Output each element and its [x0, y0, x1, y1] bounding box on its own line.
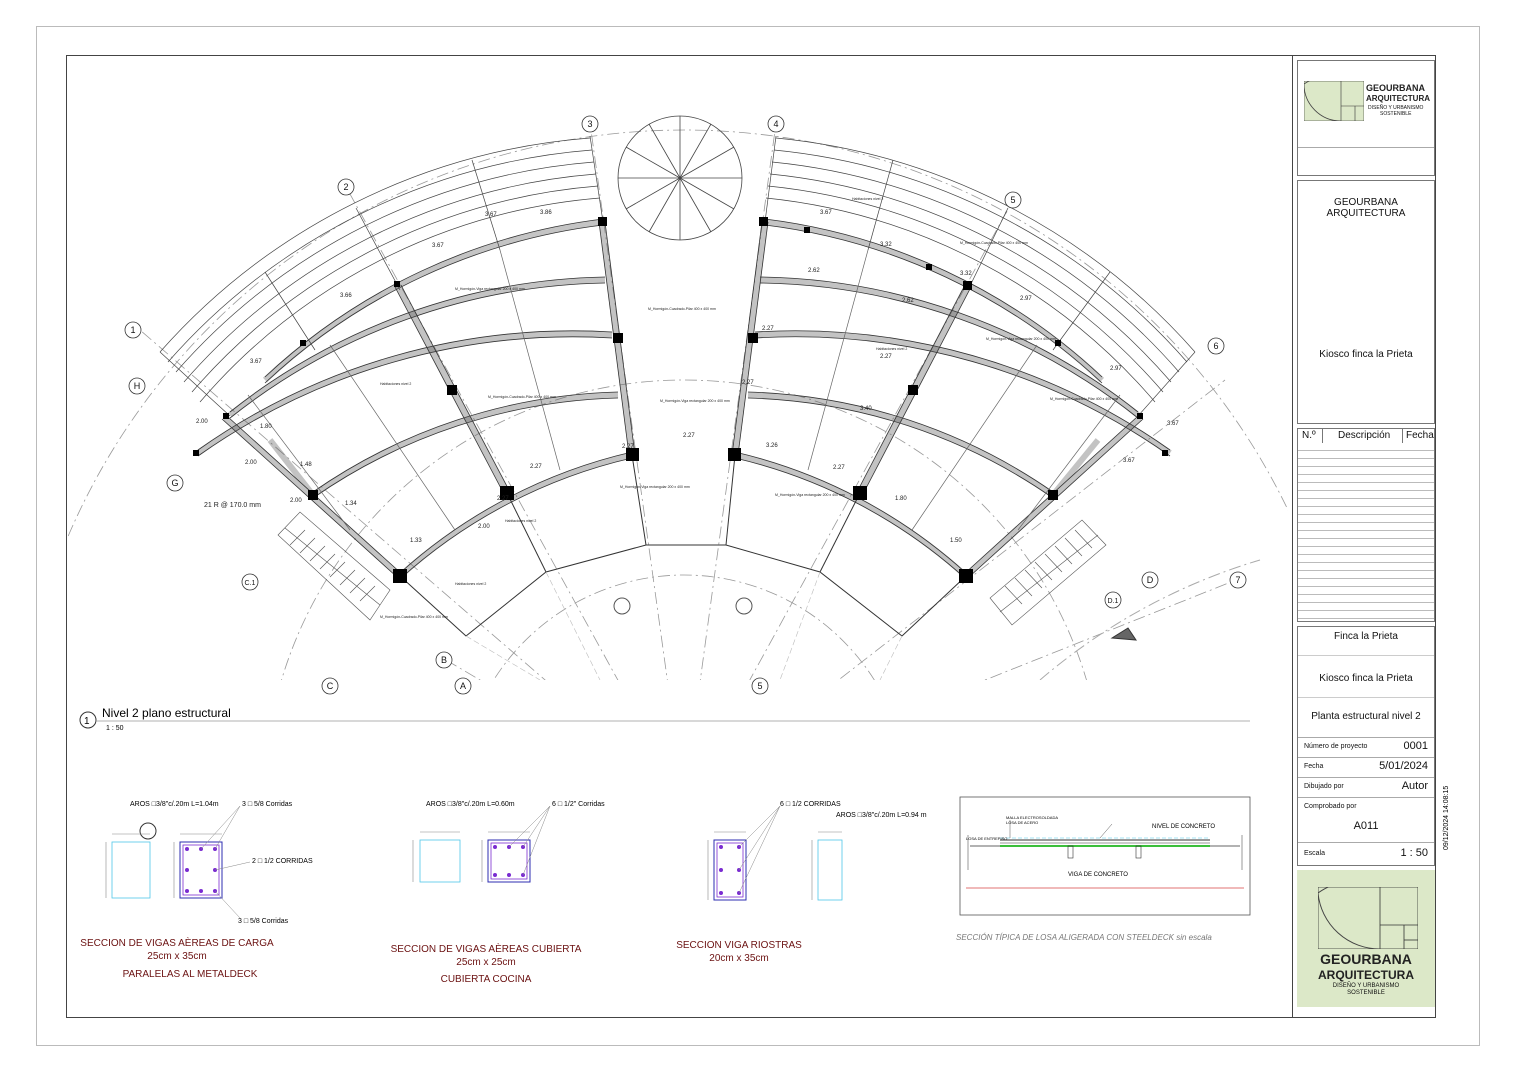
field-scale-value: 1 : 50: [1400, 847, 1428, 859]
field-project-number: [1298, 738, 1434, 758]
svg-text:5: 5: [757, 681, 763, 691]
logo-bottom-line1: GEOURBANA: [1320, 951, 1412, 967]
view-scale: 1 : 50: [106, 725, 124, 732]
dim-label: 3.86: [540, 210, 552, 216]
svg-text:C: C: [326, 681, 334, 691]
element-tag: M_Hormigón-Viga rectangular 200 x 400 mm: [986, 337, 1056, 341]
section-1: [106, 806, 250, 918]
element-tag: Habitaciones nivel 2: [852, 197, 884, 201]
section-3-size: 20cm x 35cm: [709, 953, 769, 964]
rev-rows: [1298, 443, 1434, 621]
field-project-number-label: Número de proyecto: [1304, 743, 1368, 750]
dim-label: 1.34: [345, 501, 357, 507]
section-1-note: PARALELAS AL METALDECK: [122, 969, 258, 980]
sheet-number: A011: [1353, 820, 1379, 832]
client-name: Finca la Prieta: [1334, 631, 1398, 642]
element-tag: M_Hormigón-Cuadrado-Pilar 400 x 400 mm: [380, 615, 448, 619]
section-3: [708, 806, 842, 900]
dim-label: 2.62: [808, 268, 820, 274]
svg-text:G: G: [171, 478, 179, 488]
section-3-stirrup-label: AROS □3/8"c/.20m L=0.94 m: [836, 812, 927, 819]
svg-text:D: D: [1146, 575, 1154, 585]
slab-deck-label: LOSA DE ACERO: [1006, 820, 1039, 825]
section-3-bars-top: 6 □ 1/2 CORRIDAS: [780, 801, 841, 808]
svg-text:A: A: [459, 681, 467, 691]
section-3-title: SECCION VIGA RIOSTRAS: [676, 940, 802, 951]
rev-header-date: Fecha: [1406, 430, 1434, 441]
svg-text:C.1: C.1: [244, 580, 256, 587]
slab-mesh-label: MALLA ELECTROSOLDADA: [1006, 815, 1059, 820]
dim-label: 3.67: [250, 359, 262, 365]
print-timestamp: 09/12/2024 14:08:15: [1443, 785, 1450, 850]
section-1-bars-top: 3 □ 5/8 Corridas: [242, 801, 293, 808]
section-2-bars-top: 6 □ 1/2" Corridas: [552, 801, 605, 808]
svg-text:6: 6: [1213, 341, 1219, 351]
element-tag: Habitaciones nivel 2: [505, 519, 537, 523]
rev-header-desc: Descripción: [1338, 430, 1391, 441]
project-title: Kiosco finca la Prieta: [1319, 673, 1413, 684]
view-title: Nivel 2 plano estructural: [102, 706, 231, 720]
slab-left-label: LOSA DE ENTREPISO: [966, 836, 1008, 841]
section-1-title: SECCION DE VIGAS AÈREAS DE CARGA: [80, 938, 274, 949]
section-2-title: SECCION DE VIGAS AÈREAS CUBIERTA: [390, 944, 582, 955]
field-date-value: 5/01/2024: [1379, 760, 1428, 772]
slab-level-label: NIVEL DE CONCRETO: [1152, 824, 1216, 830]
section-2: [413, 806, 550, 882]
field-drawn-by: [1298, 778, 1434, 798]
logo-top-line3: DISEÑO Y URBANISMO: [1368, 105, 1424, 111]
project-info-box: [1297, 626, 1435, 866]
slab-beam-label: VIGA DE CONCRETO: [1068, 872, 1128, 878]
dim-label: 2.27: [762, 326, 774, 332]
golden-spiral-icon: [1304, 81, 1364, 121]
dim-label: 2.97: [1110, 366, 1122, 372]
dim-label: 2.27: [742, 380, 754, 386]
dim-label: 2.00: [478, 524, 490, 530]
dim-label: 1.33: [410, 538, 422, 544]
field-scale-label: Escala: [1304, 850, 1326, 857]
logo-box-top: [1297, 60, 1435, 176]
element-tag: Habitaciones nivel 2: [876, 347, 908, 351]
dim-label: 2.27: [497, 496, 509, 502]
dim-label: 3.67: [1167, 421, 1179, 427]
revisions-table: [1297, 428, 1435, 622]
dim-label: 2.00: [245, 460, 257, 466]
dim-label: 3.32: [880, 242, 892, 248]
svg-text:D.1: D.1: [1107, 598, 1119, 605]
dim-label: 3.66: [340, 293, 352, 299]
dim-label: 3.40: [860, 406, 872, 412]
slab-section-caption: SECCIÓN TÍPICA DE LOSA ALIGERADA CON STEELDECK sin escala: [956, 933, 1212, 942]
svg-text:2: 2: [343, 182, 349, 192]
field-checked-by: [1298, 798, 1434, 843]
dim-label: 2.27: [880, 354, 892, 360]
dim-label: 3.67: [485, 212, 497, 218]
dim-label: 1.80: [895, 496, 907, 502]
logo-bottom-line2: ARQUITECTURA: [1318, 968, 1414, 982]
logo-bottom-line4: SOSTENIBLE: [1347, 990, 1385, 996]
section-1-bars-bot: 3 □ 5/8 Corridas: [238, 918, 289, 925]
svg-text:1: 1: [130, 325, 136, 335]
dim-label: 1.50: [950, 538, 962, 544]
dim-label: 2.27: [833, 465, 845, 471]
company-line1: GEOURBANA: [1334, 197, 1398, 208]
dim-label: 2.00: [290, 498, 302, 504]
element-tag: Habitaciones nivel 2: [380, 382, 412, 386]
element-tag: M_Hormigón-Cuadrado-Pilar 400 x 400 mm: [648, 307, 716, 311]
section-1-bars-mid: 2 □ 1/2 CORRIDAS: [252, 858, 313, 865]
rev-header-no: N.º: [1302, 430, 1316, 441]
dim-label: 1.80: [260, 424, 272, 430]
logo-top-line1: GEOURBANA: [1366, 83, 1426, 93]
svg-text:7: 7: [1235, 575, 1241, 585]
element-tag: M_Hormigón-Cuadrado-Pilar 400 x 400 mm: [488, 395, 556, 399]
logo-box-bottom: [1297, 870, 1435, 1007]
logo-top-line2: ARQUITECTURA: [1366, 94, 1430, 103]
field-project-number-value: 0001: [1403, 740, 1428, 752]
sheet-name: Planta estructural nivel 2: [1311, 711, 1421, 722]
field-date: [1298, 758, 1434, 778]
svg-text:B: B: [440, 655, 448, 665]
dim-label: 3.67: [820, 210, 832, 216]
logo-bottom-line3: DISEÑO Y URBANISMO: [1332, 983, 1400, 989]
section-2-size: 25cm x 25cm: [456, 957, 516, 968]
dim-label: 3.67: [1123, 458, 1135, 464]
dim-label: 2.97: [1020, 296, 1032, 302]
stair-riser-label: 21 R @ 170.0 mm: [204, 502, 261, 509]
svg-text:3: 3: [587, 119, 593, 129]
dim-label: 3.32: [960, 271, 972, 277]
svg-text:H: H: [133, 381, 141, 391]
element-tag: M_Hormigón-Viga rectangular 200 x 400 mm: [775, 493, 845, 497]
section-2-note: CUBIERTA COCINA: [440, 974, 532, 985]
company-box: [1297, 180, 1435, 424]
svg-text:5: 5: [1010, 195, 1016, 205]
logo-top-line4: SOSTENIBLE: [1380, 111, 1412, 117]
dim-label: 2.27: [530, 464, 542, 470]
dim-label: 1.48: [300, 462, 312, 468]
slab-section: [960, 797, 1250, 915]
field-checked-by-label: Comprobado por: [1304, 803, 1357, 810]
section-1-size: 25cm x 35cm: [147, 951, 207, 962]
element-tag: M_Hormigón-Viga rectangular 200 x 400 mm: [455, 287, 525, 291]
element-tag: M_Hormigón-Viga rectangular 200 x 400 mm: [620, 485, 690, 489]
dim-label: 3.67: [432, 243, 444, 249]
field-scale: [1298, 845, 1434, 864]
dim-label: 2.62: [902, 298, 914, 304]
element-tag: Habitaciones nivel 2: [455, 582, 487, 586]
dim-label: 2.00: [196, 419, 208, 425]
element-tag: M_Hormigón-Cuadrado-Pilar 400 x 400 mm: [960, 241, 1028, 245]
golden-spiral-icon-large: [1318, 887, 1418, 949]
field-date-label: Fecha: [1304, 763, 1324, 770]
section-2-stirrup-label: AROS □3/8"c/.20m L=0.60m: [426, 801, 515, 808]
dim-label: 2.27: [683, 433, 695, 439]
section-1-stirrup-label: AROS □3/8"c/.20m L=1.04m: [130, 801, 219, 808]
field-drawn-by-label: Dibujado por: [1304, 783, 1344, 790]
company-line2: ARQUITECTURA: [1326, 208, 1406, 219]
view-number: 1: [84, 716, 90, 727]
svg-text:4: 4: [773, 119, 779, 129]
project-name: Kiosco finca la Prieta: [1319, 349, 1413, 360]
dim-label: 2.27: [622, 444, 634, 450]
element-tag: M_Hormigón-Viga rectangular 200 x 400 mm: [660, 399, 730, 403]
element-tag: M_Hormigón-Cuadrado-Pilar 400 x 400 mm: [1050, 397, 1118, 401]
field-drawn-by-value: Autor: [1401, 780, 1428, 792]
dim-label: 3.26: [766, 443, 778, 449]
